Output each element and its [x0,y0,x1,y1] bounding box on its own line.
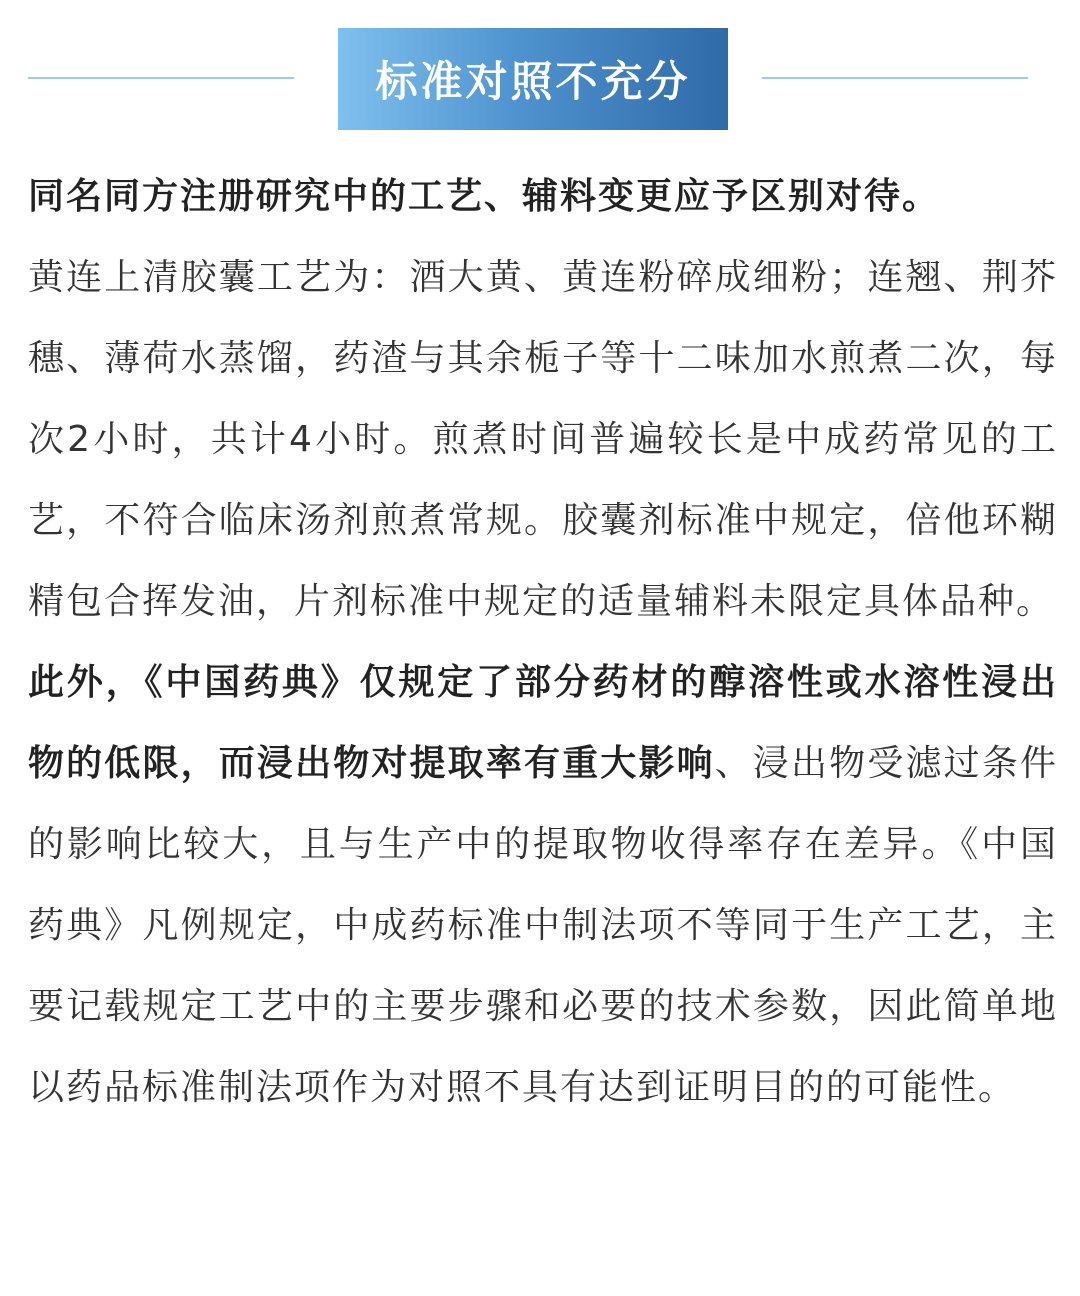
paragraph-1 [28,156,1058,237]
section-header [0,28,1080,130]
paragraph-3 [28,642,1058,1128]
paragraph-2 [28,237,1058,642]
paragraph-3-bold: 此外，《中国药典》仅规定了部分药材的醇溶性或水溶性浸出物的低限，而浸出物对提取率有重大影响 [28,662,1058,784]
title-banner [338,28,728,130]
section-title: 标准对照不充分 [375,57,691,106]
paragraph-3-text: 、浸出物受滤过条件的影响比较大，且与生产中的提取物收得率存在差异。《中国药典》凡例规定，中成药标准中制法项不等同于生产工艺，主要记载规定工艺中的主要步骤和必要的技术参数，因此简单地以药品标准制法项作为对照不具有达到证明目的的可能性。 [28,743,1058,1108]
header-divider-left [28,77,294,79]
paragraph-2-text: 黄连上清胶囊工艺为：酒大黄、黄连粉碎成细粉；连翘、荆芥穗、薄荷水蒸馏，药渣与其余栀子等十二味加水煎煮二次，每次2小时，共计4小时。煎煮时间普遍较长是中成药常见的工艺，不符合临床汤剂煎煮常规。胶囊剂标准中规定，倍他环糊精包合挥发油，片剂标准中规定的适量辅料未限定具体品种。 [28,257,1058,622]
article-body [28,156,1058,1128]
paragraph-1-bold: 同名同方注册研究中的工艺、辅料变更应予区别对待。 [28,176,941,217]
header-divider-right [762,77,1028,79]
